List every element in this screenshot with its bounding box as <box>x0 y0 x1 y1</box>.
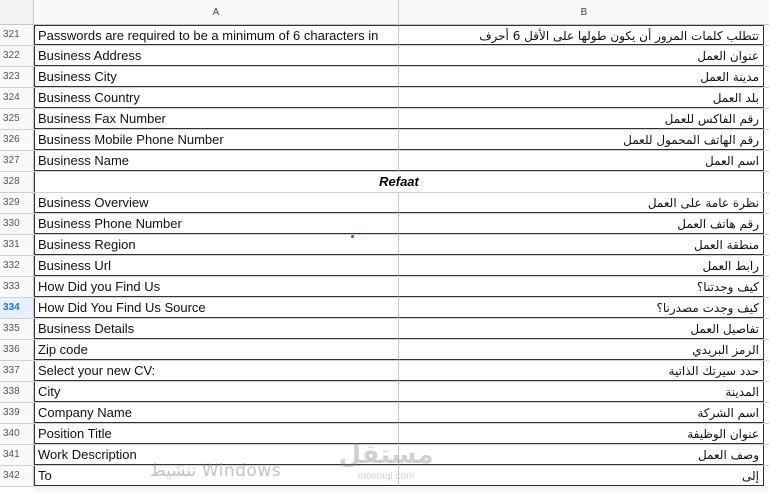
logo-latin-text: mostaql.com <box>357 471 415 482</box>
cell-arabic[interactable]: اسم العمل <box>399 151 764 171</box>
cell-marker-dot <box>351 235 354 238</box>
cell-english[interactable]: Business Mobile Phone Number <box>34 130 399 150</box>
cell-arabic[interactable]: رقم هاتف العمل <box>399 214 764 234</box>
cell-arabic[interactable]: مدينة العمل <box>399 67 764 87</box>
row-number[interactable]: 325 <box>0 109 34 129</box>
row-number[interactable]: 336 <box>0 340 34 360</box>
cell-english[interactable]: To <box>34 466 399 486</box>
table-row <box>0 67 769 88</box>
row-number[interactable]: 323 <box>0 67 34 87</box>
cell-arabic[interactable]: الرمز البريدي <box>399 340 764 360</box>
table-row <box>0 46 769 67</box>
partial-next-row <box>34 486 769 492</box>
cell-english[interactable]: How Did you Find Us <box>34 277 399 297</box>
cell-arabic[interactable]: بلد العمل <box>399 88 764 108</box>
cell-english[interactable]: How Did You Find Us Source <box>34 298 399 318</box>
cell-english[interactable]: Select your new CV: <box>34 361 399 381</box>
row-number[interactable]: 332 <box>0 256 34 276</box>
cell-english[interactable]: Business City <box>34 67 399 87</box>
cell-arabic[interactable]: إلى <box>399 466 764 486</box>
row-number[interactable]: 322 <box>0 46 34 66</box>
row-number[interactable]: 339 <box>0 403 34 423</box>
table-row <box>0 403 769 424</box>
row-number[interactable]: 334 <box>0 298 34 318</box>
row-number[interactable]: 333 <box>0 277 34 297</box>
row-number[interactable]: 341 <box>0 445 34 465</box>
cell-arabic[interactable]: تتطلب كلمات المرور أن يكون طولها على الأقل 6 أحرف <box>399 25 764 45</box>
cell-english[interactable]: Position Title <box>34 424 399 444</box>
row-number[interactable]: 329 <box>0 193 34 213</box>
row-number[interactable]: 342 <box>0 466 34 486</box>
cell-arabic[interactable]: رقم الفاكس للعمل <box>399 109 764 129</box>
windows-activation-watermark: تنشيط Windows <box>150 461 282 481</box>
cell-arabic[interactable]: تفاصيل العمل <box>399 319 764 339</box>
cell-english[interactable]: Work Description <box>34 445 399 465</box>
cell-english[interactable]: Business Overview <box>34 193 399 213</box>
row-number[interactable]: 321 <box>0 25 34 45</box>
column-header-b[interactable] <box>399 0 769 25</box>
row-number[interactable]: 331 <box>0 235 34 255</box>
column-header-a-label: A <box>212 7 220 18</box>
cell-arabic[interactable]: منطقة العمل <box>399 235 764 255</box>
cell-english[interactable]: Zip code <box>34 340 399 360</box>
table-row <box>0 319 769 340</box>
row-number[interactable]: 324 <box>0 88 34 108</box>
table-row <box>0 214 769 235</box>
cell-arabic[interactable]: رابط العمل <box>399 256 764 276</box>
cell-arabic[interactable]: عنوان الوظيفة <box>399 424 764 444</box>
table-row <box>0 130 769 151</box>
cell-arabic[interactable]: عنوان العمل <box>399 46 764 66</box>
column-header-b-label: B <box>580 7 588 18</box>
table-row <box>0 151 769 172</box>
row-number[interactable]: 330 <box>0 214 34 234</box>
row-number[interactable]: 328 <box>0 172 34 192</box>
table-row <box>0 172 769 193</box>
cell-english[interactable]: Business Country <box>34 88 399 108</box>
cell-arabic[interactable]: نظرة عامة على العمل <box>399 193 764 213</box>
cell-arabic[interactable]: وصف العمل <box>399 445 764 465</box>
table-row <box>0 109 769 130</box>
table-row <box>0 235 769 256</box>
table-row <box>0 88 769 109</box>
cell-english[interactable]: Business Phone Number <box>34 214 399 234</box>
cell-arabic[interactable]: رقم الهاتف المحمول للعمل <box>399 130 764 150</box>
cell-english[interactable]: Business Url <box>34 256 399 276</box>
cell-english[interactable]: City <box>34 382 399 402</box>
cell-arabic[interactable]: حدد سيرتك الذاتية <box>399 361 764 381</box>
mostaql-logo-watermark <box>338 440 434 486</box>
cell-english[interactable]: Passwords are required to be a minimum of 6 characters in <box>34 25 399 45</box>
table-row <box>0 25 769 46</box>
row-number[interactable]: 340 <box>0 424 34 444</box>
cell-english[interactable]: Business Details <box>34 319 399 339</box>
table-row <box>0 256 769 277</box>
cell-arabic[interactable]: كيف وجدت مصدرنا؟ <box>399 298 764 318</box>
column-header-a[interactable] <box>34 0 399 25</box>
cell-english[interactable]: Company Name <box>34 403 399 423</box>
cell-english[interactable]: Business Region <box>34 235 399 255</box>
merged-section-cell[interactable]: Refaat <box>34 172 764 192</box>
logo-arabic-text: مستقل <box>338 440 434 470</box>
cell-english[interactable]: Business Address <box>34 46 399 66</box>
cell-arabic[interactable]: المدينة <box>399 382 764 402</box>
cell-english[interactable]: Business Name <box>34 151 399 171</box>
cell-arabic[interactable]: اسم الشركة <box>399 403 764 423</box>
cell-english[interactable]: Business Fax Number <box>34 109 399 129</box>
select-all-corner[interactable] <box>0 0 34 25</box>
row-number[interactable]: 327 <box>0 151 34 171</box>
row-number[interactable]: 337 <box>0 361 34 381</box>
table-row <box>0 340 769 361</box>
table-row <box>0 193 769 214</box>
grid-rows <box>0 25 769 487</box>
table-row <box>0 382 769 403</box>
table-row <box>0 277 769 298</box>
row-number[interactable]: 338 <box>0 382 34 402</box>
table-row <box>0 361 769 382</box>
row-number[interactable]: 326 <box>0 130 34 150</box>
cell-arabic[interactable]: كيف وجدتنا؟ <box>399 277 764 297</box>
row-number[interactable]: 335 <box>0 319 34 339</box>
table-row <box>0 298 769 319</box>
